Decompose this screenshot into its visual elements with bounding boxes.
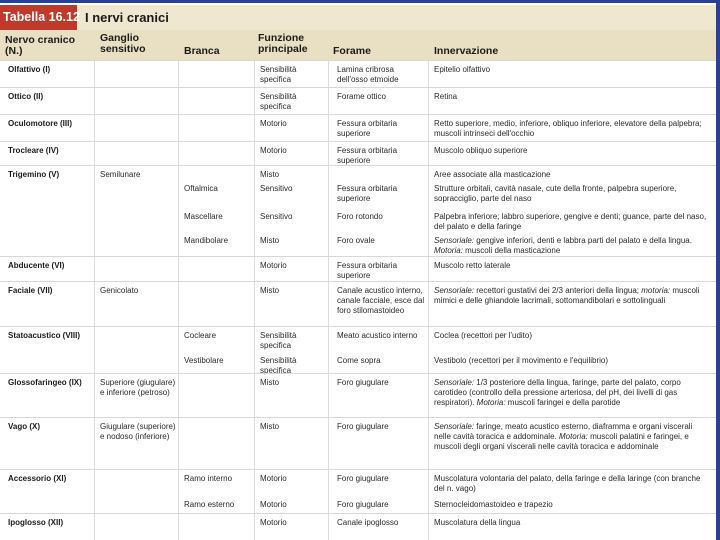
- innervation-label: motoria:: [639, 286, 671, 295]
- table-title: I nervi cranici: [85, 10, 169, 25]
- cell-innervation: Vestibolo (recettori per il movimento e l'equilibrio): [434, 356, 609, 365]
- cell-nerve: Accessorio (XI): [8, 474, 67, 483]
- row-separator: [0, 326, 716, 327]
- cell-nerve: Ottico (II): [8, 92, 44, 101]
- cell-innervation: Retina: [434, 92, 458, 101]
- cell-function: Motorio: [260, 474, 287, 483]
- cell-function: Sensibilità specifica: [260, 92, 297, 111]
- col-foramen-header: Forame: [333, 45, 371, 57]
- cell-ganglion: Semilunare: [100, 170, 141, 179]
- cell-function: Motorio: [260, 119, 287, 128]
- row-separator: [0, 60, 716, 61]
- cell-foramen: Canale acustico interno, canale facciale, esce dal foro stilomastoideo: [337, 286, 425, 315]
- cell-foramen: Foro rotondo: [337, 212, 383, 221]
- cell-function: Misto: [260, 286, 280, 295]
- cell-ganglion: Giugulare (superiore) e nodoso (inferiore): [100, 422, 176, 441]
- cell-function: Sensibilità specifica: [260, 331, 297, 350]
- row-separator: [0, 417, 716, 418]
- cell-innervation: [434, 236, 710, 256]
- top-edge: [0, 0, 720, 3]
- cell-innervation: Aree associate alla masticazione: [434, 170, 551, 179]
- col-ganglion-header: Ganglio sensitivo: [100, 32, 146, 55]
- cell-function: Misto: [260, 236, 280, 245]
- cell-branch: Mandibolare: [184, 236, 229, 245]
- innervation-label: Motoria:: [434, 246, 463, 255]
- cell-function: Motorio: [260, 500, 287, 509]
- cell-innervation: Strutture orbitali, cavità nasale, cute della fronte, palpebra superiore, sopracciglio, parte del naso: [434, 184, 677, 203]
- cell-nerve: Abducente (VI): [8, 261, 65, 270]
- cell-foramen: Canale ipoglosso: [337, 518, 399, 527]
- cell-nerve: Ipoglosso (XII): [8, 518, 64, 527]
- cell-foramen: Fessura orbitaria superiore: [337, 184, 398, 203]
- innervation-label: Motoria:: [556, 432, 588, 441]
- cell-nerve: Oculomotore (III): [8, 119, 72, 128]
- col-branch-header: Branca: [184, 45, 220, 57]
- row-separator: [0, 513, 716, 514]
- col-nerve-header: Nervo cranico (N.): [5, 34, 76, 57]
- cell-function: Misto: [260, 170, 280, 179]
- cell-nerve: Trocleare (IV): [8, 146, 59, 155]
- row-separator: [0, 141, 716, 142]
- cell-branch: Vestibolare: [184, 356, 224, 365]
- innervation-label: Sensoriale:: [434, 236, 475, 245]
- row-separator: [0, 114, 716, 115]
- cell-nerve: Faciale (VII): [8, 286, 53, 295]
- col-innervation-header: Innervazione: [434, 45, 499, 57]
- cell-innervation: Muscolo obliquo superiore: [434, 146, 528, 155]
- column-divider: [328, 60, 329, 540]
- innervation-text: recettori gustativi dei 2/3 anteriori della lingua;: [474, 286, 640, 295]
- cell-innervation: Palpebra inferiore; labbro superiore, gengive e denti; guance, parte del naso, del palato e della faringe: [434, 212, 707, 231]
- cell-innervation: Coclea (recettori per l'udito): [434, 331, 533, 340]
- cell-foramen: Fessura orbitaria superiore: [337, 119, 398, 138]
- cell-function: Sensibilità specifica: [260, 65, 297, 84]
- cell-function: Misto: [260, 422, 280, 431]
- column-divider: [254, 60, 255, 540]
- cell-innervation: Muscolo retto laterale: [434, 261, 511, 270]
- cell-nerve: Trigemino (V): [8, 170, 60, 179]
- column-divider: [428, 60, 429, 540]
- cell-foramen: Fessura orbitaria superiore: [337, 146, 398, 165]
- cell-nerve: Statoacustico (VIII): [8, 331, 81, 340]
- cell-foramen: Fessura orbitaria superiore: [337, 261, 398, 280]
- row-separator: [0, 281, 716, 282]
- cell-foramen: Foro giugulare: [337, 378, 389, 387]
- cell-branch: Cocleare: [184, 331, 217, 340]
- row-separator: [0, 469, 716, 470]
- cell-nerve: Glossofaringeo (IX): [8, 378, 82, 387]
- row-separator: [0, 373, 716, 374]
- cell-innervation: Retto superiore, medio, inferiore, obliquo inferiore, elevatore della palpebra; muscoli intrinseci dell'occhio: [434, 119, 702, 138]
- cell-foramen: Foro ovale: [337, 236, 375, 245]
- cell-foramen: Come sopra: [337, 356, 381, 365]
- cell-innervation: Muscolatura della lingua: [434, 518, 521, 527]
- cell-innervation: Sternocleidomastoideo e trapezio: [434, 500, 553, 509]
- row-separator: [0, 256, 716, 257]
- cell-innervation: [434, 286, 710, 306]
- cell-branch: Ramo esterno: [184, 500, 235, 509]
- col-function-header: Funzione principale: [258, 32, 308, 55]
- cell-nerve: Olfattivo (I): [8, 65, 51, 74]
- innervation-text: 1/3 posteriore della lingua, faringe, parte del palato, corpo carotideo (controllo della pressione arteriosa, del pH, dei livelli di gas respiratori).: [434, 378, 681, 407]
- innervation-text: muscoli palatini e faringei, e muscoli degli organi viscerali nelle cavità toracica e addominale: [434, 432, 689, 451]
- cell-innervation: Epitelio olfattivo: [434, 65, 491, 74]
- cell-foramen: Forame ottico: [337, 92, 386, 101]
- cell-branch: Oftalmica: [184, 184, 218, 193]
- cell-function: Sensitivo: [260, 212, 293, 221]
- cell-foramen: Foro giugulare: [337, 422, 389, 431]
- cell-branch: Mascellare: [184, 212, 223, 221]
- cell-foramen: Lamina cribrosa dell'osso etmoide: [337, 65, 399, 84]
- innervation-text: faringe, meato acustico esterno, diaframma e organi viscerali nelle cavità toracica e addominale.: [434, 422, 693, 441]
- cell-function: Misto: [260, 378, 280, 387]
- cell-branch: Ramo interno: [184, 474, 233, 483]
- cell-function: Motorio: [260, 518, 287, 527]
- cell-foramen: Foro giugulare: [337, 500, 389, 509]
- innervation-label: Sensoriale:: [434, 422, 475, 431]
- cell-foramen: Meato acustico interno: [337, 331, 418, 340]
- cell-function: Motorio: [260, 146, 287, 155]
- table-badge: Tabella 16.12: [0, 5, 77, 30]
- row-separator: [0, 87, 716, 88]
- innervation-label: Sensoriale:: [434, 286, 475, 295]
- cell-ganglion: Genicolato: [100, 286, 139, 295]
- innervation-label: Motoria:: [474, 398, 506, 407]
- innervation-text: gengive inferiori, denti e labbra parti del palato e della lingua.: [474, 236, 692, 245]
- cell-function: Motorio: [260, 261, 287, 270]
- column-divider: [94, 60, 95, 540]
- cell-function: Sensitivo: [260, 184, 293, 193]
- cell-nerve: Vago (X): [8, 422, 41, 431]
- cell-function: Sensibilità specifica: [260, 356, 297, 375]
- right-edge: [716, 0, 720, 540]
- innervation-text: muscoli mimici e delle ghiandole lacrimali, sottomandibolari e sottolinguali: [434, 286, 700, 305]
- row-separator: [0, 165, 716, 166]
- cell-ganglion: Superiore (giugulare) e inferiore (petroso): [100, 378, 176, 397]
- innervation-text: muscoli della masticazione: [462, 246, 561, 255]
- cell-innervation: Muscolatura volontaria del palato, della faringe e della laringe (con branche del n. vago): [434, 474, 701, 493]
- column-divider: [178, 60, 179, 540]
- cell-innervation: [434, 422, 710, 452]
- innervation-text: muscoli faringei e della parotide: [505, 398, 621, 407]
- cell-foramen: Foro giugulare: [337, 474, 389, 483]
- innervation-label: Sensoriale:: [434, 378, 475, 387]
- cell-innervation: [434, 378, 710, 408]
